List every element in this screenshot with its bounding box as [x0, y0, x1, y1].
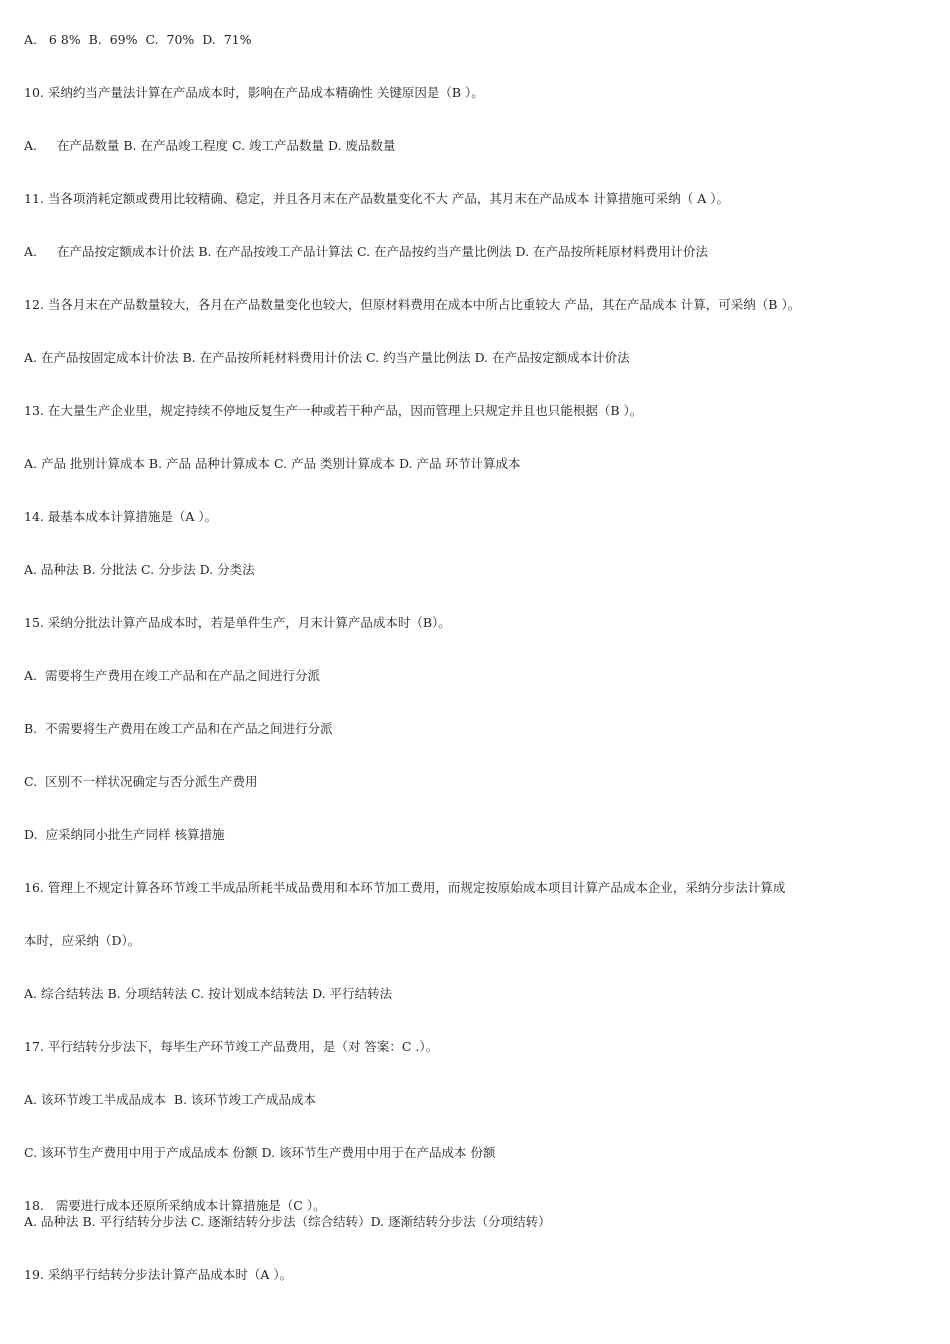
question-17: 17. 平行结转分步法下，每毕生产环节竣工产品费用，是（对 答案：C .）。 [24, 1039, 439, 1054]
question-15: 15. 采纳分批法计算产品成本时，若是单件生产，月末计算产品成本时（B）。 [24, 615, 451, 630]
question-13-options: A. 产品 批别计算成本 B. 产品 品种计算成本 C. 产品 类别计算成本 D. 产品 环节计算成本 [24, 456, 521, 471]
question-17-options-ab: A. 该环节竣工半成品成本 B. 该环节竣工产成品成本 [24, 1092, 317, 1107]
question-16: 16. 管理上不规定计算各环节竣工半成品所耗半成品费用和本环节加工费用，而规定按原始成本项目计算产品成本企业，采纳分步法计算成 [24, 880, 786, 895]
question-17-options-cd: C. 该环节生产费用中用于产成品成本 份额 D. 该环节生产费用中用于在产品成本 份额 [24, 1145, 496, 1160]
question-11-options: A. 在产品按定额成本计价法 B. 在产品按竣工产品计算法 C. 在产品按约当产量比例法 D. 在产品按所耗原材料费用计价法 [24, 244, 709, 259]
question-18: 18. 需要进行成本还原所采纳成本计算措施是（C ）。 [24, 1198, 326, 1213]
question-14: 14. 最基本成本计算措施是（A ）。 [24, 509, 218, 524]
question-12: 12. 当各月末在产品数量较大，各月在产品数量变化也较大，但原材料费用在成本中所占比重较大 产品，其在产品成本 计算，可采纳（B ）。 [24, 297, 801, 312]
question-15-option-a: A. 需要将生产费用在竣工产品和在产品之间进行分派 [24, 668, 320, 683]
question-16-cont: 本时，应采纳（D）。 [24, 933, 141, 948]
question-10: 10. 采纳约当产量法计算在产品成本时，影响在产品成本精确性 关键原因是（B ）。 [24, 85, 484, 100]
question-19: 19. 采纳平行结转分步法计算产品成本时（A ）。 [24, 1267, 293, 1282]
question-10-options: A. 在产品数量 B. 在产品竣工程度 C. 竣工产品数量 D. 废品数量 [24, 138, 396, 153]
question-14-options: A. 品种法 B. 分批法 C. 分步法 D. 分类法 [24, 562, 255, 577]
question-11: 11. 当各项消耗定额或费用比较精确、稳定，并且各月末在产品数量变化不大 产品，其月末在产品成本 计算措施可采纳（ A ）。 [24, 191, 730, 206]
question-15-option-b: B. 不需要将生产费用在竣工产品和在产品之间进行分派 [24, 721, 333, 736]
question-18-options: A. 品种法 B. 平行结转分步法 C. 逐渐结转分步法（综合结转）D. 逐渐结转分步法（分项结转） [24, 1214, 551, 1229]
question-16-options: A. 综合结转法 B. 分项结转法 C. 按计划成本结转法 D. 平行结转法 [24, 986, 393, 1001]
question-12-options: A. 在产品按固定成本计价法 B. 在产品按所耗材料费用计价法 C. 约当产量比例法 D. 在产品按定额成本计价法 [24, 350, 630, 365]
question-13: 13. 在大量生产企业里，规定持续不停地反复生产一种或若干种产品，因而管理上只规定并且也只能根据（B ）。 [24, 403, 643, 418]
question-15-option-d: D. 应采纳同小批生产同样 核算措施 [24, 827, 225, 842]
answer-options-line: A. 6 8% B. 69% C. 70% D. 71% [24, 32, 252, 47]
question-15-option-c: C. 区别不一样状况确定与否分派生产费用 [24, 774, 258, 789]
